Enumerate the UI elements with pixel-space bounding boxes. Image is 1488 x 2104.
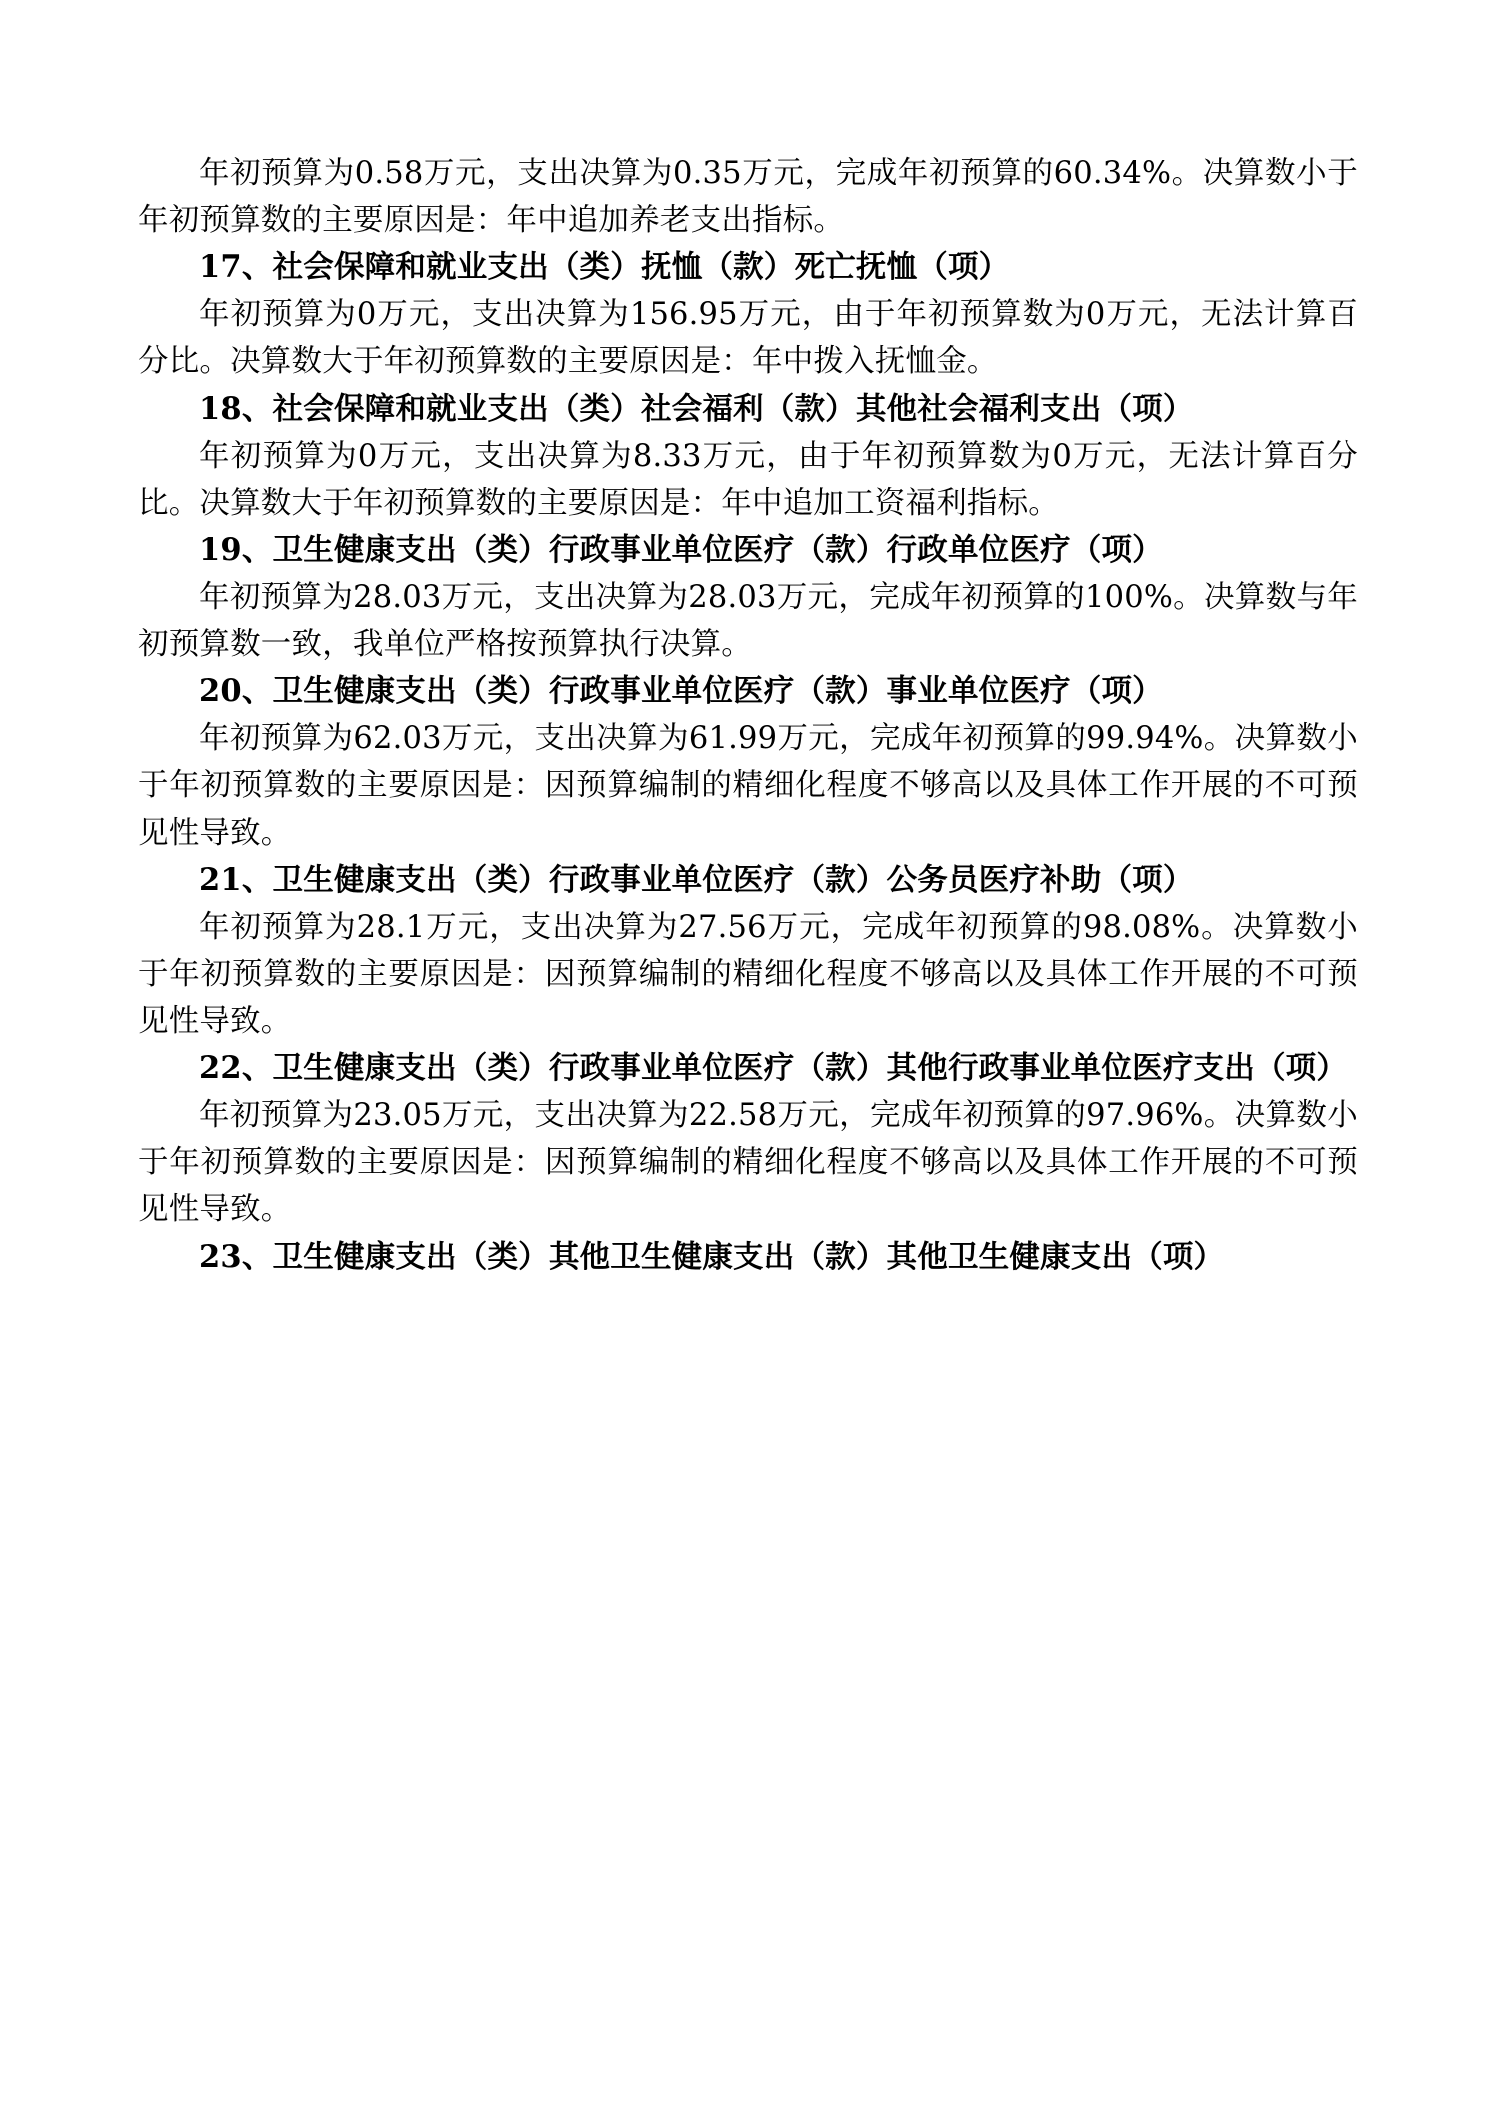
document-body: [138, 150, 1358, 1281]
paragraph: 年初预算为28.1万元，支出决算为27.56万元，完成年初预算的98.08%。决算数小于年初预算数的主要原因是：因预算编制的精细化程度不够高以及具体工作开展的不可预见性导致。: [138, 909, 1358, 1039]
paragraph: 年初预算为0.58万元，支出决算为0.35万元，完成年初预算的60.34%。决算数小于年初预算数的主要原因是：年中追加养老支出指标。: [138, 156, 1358, 239]
paragraph: 年初预算为0万元，支出决算为156.95万元，由于年初预算数为0万元，无法计算百分比。决算数大于年初预算数的主要原因是：年中拨入抚恤金。: [138, 297, 1358, 380]
paragraph: 年初预算为62.03万元，支出决算为61.99万元，完成年初预算的99.94%。决算数小于年初预算数的主要原因是：因预算编制的精细化程度不够高以及具体工作开展的不可预见性导致。: [138, 721, 1358, 851]
paragraph: 年初预算为0万元，支出决算为8.33万元，由于年初预算数为0万元，无法计算百分比。决算数大于年初预算数的主要原因是：年中追加工资福利指标。: [138, 438, 1358, 521]
section-heading-18: 18、社会保障和就业支出（类）社会福利（款）其他社会福利支出（项）: [199, 390, 1194, 427]
section-heading-21: 21、卫生健康支出（类）行政事业单位医疗（款）公务员医疗补助（项）: [199, 861, 1194, 898]
section-heading-22: 22、卫生健康支出（类）行政事业单位医疗（款）其他行政事业单位医疗支出（项）: [199, 1050, 1348, 1087]
section-heading-20: 20、卫生健康支出（类）行政事业单位医疗（款）事业单位医疗（项）: [199, 673, 1163, 710]
paragraph: 年初预算为23.05万元，支出决算为22.58万元，完成年初预算的97.96%。决算数小于年初预算数的主要原因是：因预算编制的精细化程度不够高以及具体工作开展的不可预见性导致。: [138, 1098, 1358, 1228]
section-heading-23: 23、卫生健康支出（类）其他卫生健康支出（款）其他卫生健康支出（项）: [199, 1238, 1225, 1275]
section-heading-19: 19、卫生健康支出（类）行政事业单位医疗（款）行政单位医疗（项）: [199, 531, 1163, 568]
section-heading-17: 17、社会保障和就业支出（类）抚恤（款）死亡抚恤（项）: [199, 249, 1010, 286]
paragraph: 年初预算为28.03万元，支出决算为28.03万元，完成年初预算的100%。决算数与年初预算数一致，我单位严格按预算执行决算。: [138, 579, 1358, 663]
